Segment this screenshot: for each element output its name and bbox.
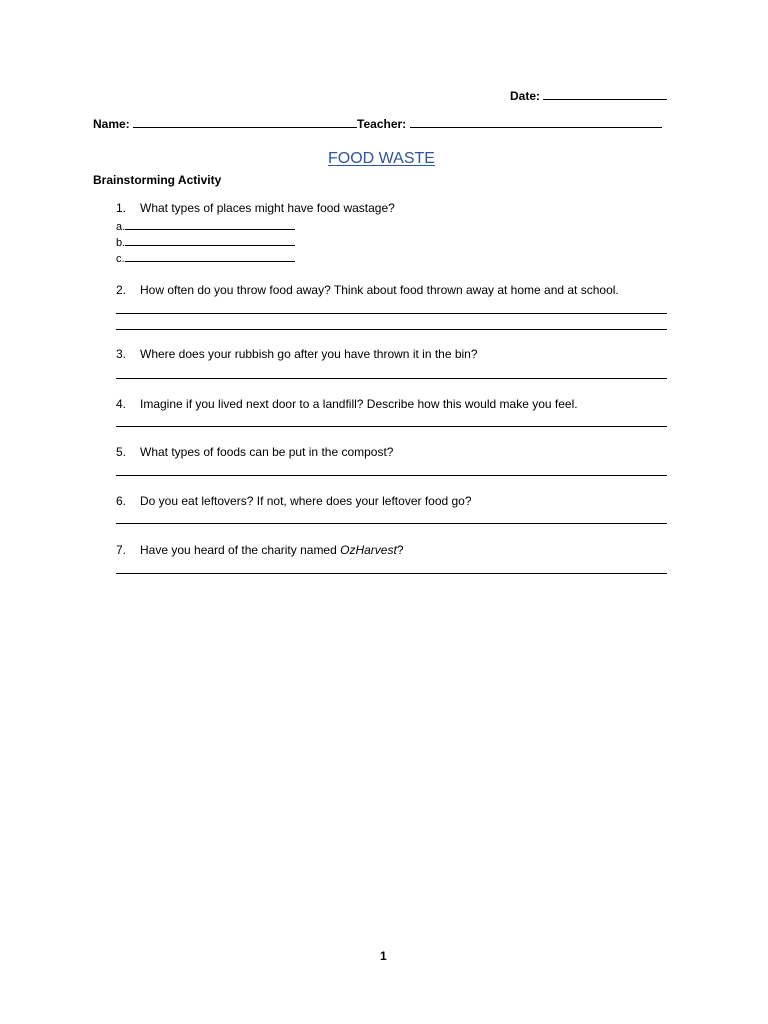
question-6 bbox=[116, 494, 472, 508]
name-label: Name: bbox=[93, 117, 130, 131]
page-title: FOOD WASTE bbox=[328, 150, 435, 167]
teacher-label: Teacher: bbox=[357, 117, 407, 131]
answer-line[interactable] bbox=[116, 475, 667, 476]
question-text: Do you eat leftovers? If not, where does your leftover food go? bbox=[140, 494, 472, 508]
section-heading: Brainstorming Activity bbox=[93, 173, 222, 187]
question-4 bbox=[116, 397, 578, 411]
name-teacher-row bbox=[93, 116, 662, 131]
answer-c-label: c. bbox=[116, 253, 125, 265]
answer-b-field[interactable] bbox=[125, 234, 295, 246]
question-number: 4. bbox=[116, 397, 127, 411]
question-2 bbox=[116, 283, 619, 297]
answer-c-row bbox=[116, 250, 295, 265]
date-label: Date: bbox=[510, 89, 541, 103]
question-text: What types of places might have food wastage? bbox=[140, 201, 395, 215]
question-5 bbox=[116, 445, 393, 459]
question-number: 7. bbox=[116, 543, 127, 557]
answer-b-row bbox=[116, 234, 295, 249]
name-field[interactable] bbox=[133, 116, 357, 128]
charity-name: OzHarvest bbox=[340, 543, 397, 557]
question-number: 6. bbox=[116, 494, 127, 508]
question-text: Where does your rubbish go after you have thrown it in the bin? bbox=[140, 347, 478, 361]
question-number: 5. bbox=[116, 445, 127, 459]
answer-a-row bbox=[116, 218, 295, 233]
question-text: How often do you throw food away? Think about food thrown away at home and at school. bbox=[140, 283, 619, 297]
answer-b-label: b. bbox=[116, 237, 126, 249]
question-text: What types of foods can be put in the compost? bbox=[140, 445, 394, 459]
answer-line[interactable] bbox=[116, 313, 667, 314]
date-field[interactable] bbox=[543, 88, 667, 100]
question-number: 1. bbox=[116, 201, 127, 215]
answer-line[interactable] bbox=[116, 329, 667, 330]
answer-a-label: a. bbox=[116, 221, 126, 233]
question-text: Imagine if you lived next door to a landfill? Describe how this would make you feel. bbox=[140, 397, 578, 411]
answer-line[interactable] bbox=[116, 573, 667, 574]
teacher-field[interactable] bbox=[410, 116, 662, 128]
answer-a-field[interactable] bbox=[125, 218, 295, 230]
answer-line[interactable] bbox=[116, 426, 667, 427]
question-number: 3. bbox=[116, 347, 127, 361]
question-number: 2. bbox=[116, 283, 127, 297]
date-row bbox=[510, 88, 667, 103]
question-1 bbox=[116, 201, 395, 215]
question-3 bbox=[116, 347, 478, 361]
question-7 bbox=[116, 543, 404, 557]
answer-line[interactable] bbox=[116, 378, 667, 379]
answer-line[interactable] bbox=[116, 523, 667, 524]
question-text: Have you heard of the charity named bbox=[140, 543, 341, 557]
question-text-end: ? bbox=[396, 543, 404, 557]
page-number: 1 bbox=[380, 949, 387, 963]
answer-c-field[interactable] bbox=[125, 250, 295, 262]
